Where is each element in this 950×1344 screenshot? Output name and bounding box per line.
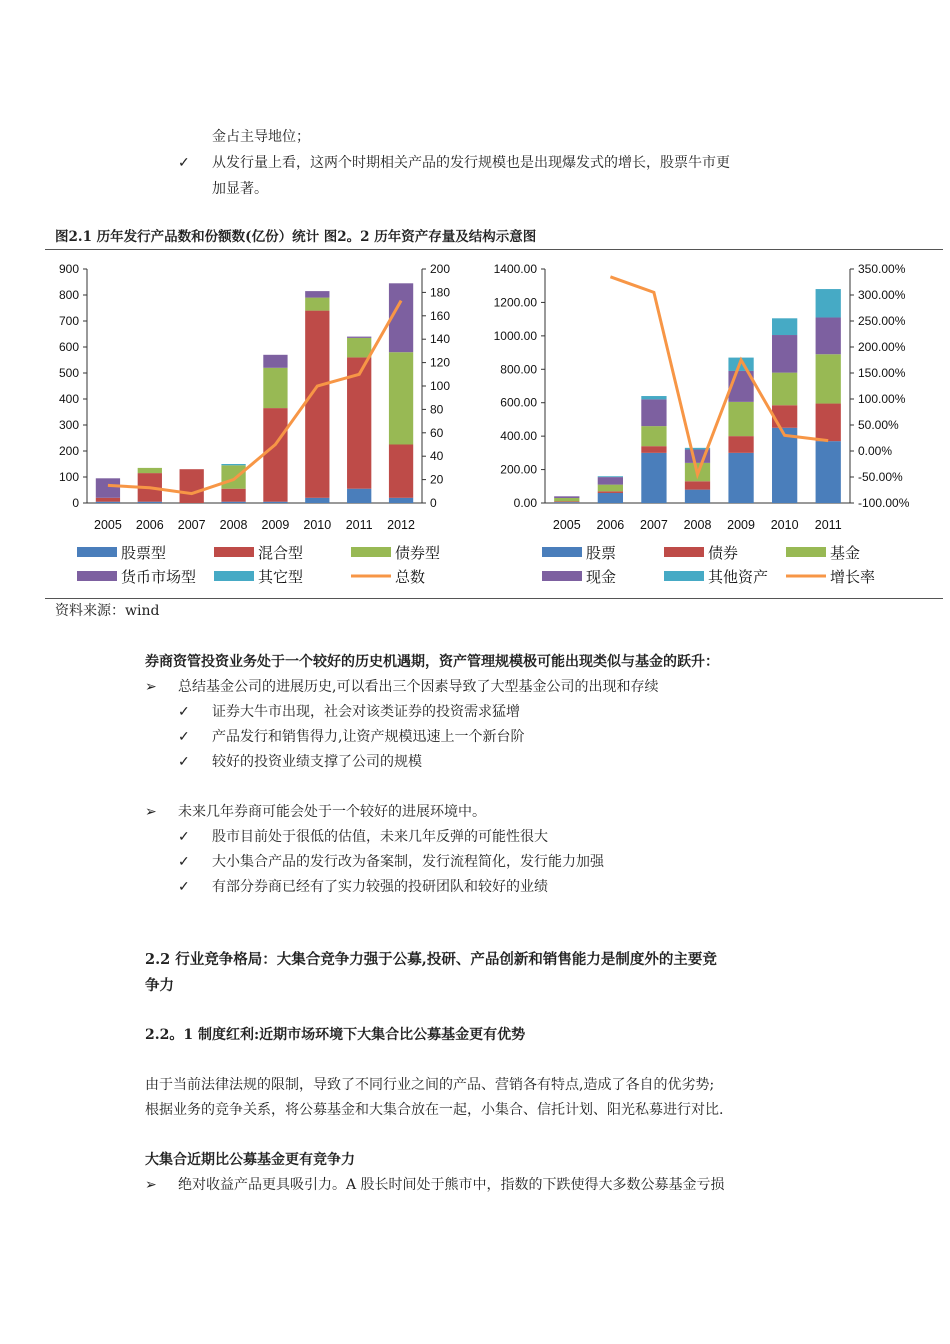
bar-segment: [263, 355, 287, 368]
section1-bullet1: 总结基金公司的进展历史,可以看出三个因素导致了大型基金公司的出现和存续: [178, 679, 659, 695]
bar-segment: [772, 335, 797, 373]
bar-segment: [554, 502, 579, 503]
legend-swatch: [664, 547, 704, 557]
bar-segment: [305, 498, 329, 503]
y-tick-label-right: 350.00%: [858, 262, 906, 276]
bar-segment: [305, 298, 329, 311]
check-icon: ✓: [178, 704, 190, 720]
bar-segment: [96, 502, 120, 503]
legend-label: 总数: [395, 569, 426, 586]
bar-segment: [389, 352, 413, 444]
x-tick-label: 2005: [94, 518, 122, 532]
y-tick-label-right: 100: [430, 379, 451, 393]
y-tick-label-right: 300.00%: [858, 288, 906, 302]
b1-item-2: 产品发行和销售得力,让资产规模迅速上一个新台阶: [212, 729, 525, 745]
bar-segment: [598, 477, 623, 485]
legend-swatch: [542, 571, 582, 581]
bar-segment: [263, 408, 287, 502]
legend-swatch: [214, 571, 254, 581]
top-line-3: 加显著。: [212, 181, 268, 197]
y-tick-label-left: 800.00: [500, 362, 537, 377]
legend-label: 股票型: [121, 545, 167, 562]
bar-segment: [221, 465, 245, 488]
y-tick-label-right: 0.00%: [858, 444, 893, 458]
bar-segment: [816, 404, 841, 442]
section2-para-line1: 由于当前法律法规的限制，导致了不同行业之间的产品、营销各有特点,造成了各自的优劣势;: [145, 1077, 715, 1093]
bar-segment: [772, 373, 797, 406]
y-tick-label-right: 200.00%: [858, 340, 906, 354]
y-tick-label-right: 20: [430, 472, 444, 487]
source-rule: [45, 598, 943, 599]
bar-segment: [641, 426, 666, 446]
section1-bullet2: 未来几年券商可能会处于一个较好的进展环境中。: [178, 804, 486, 820]
bar-segment: [221, 489, 245, 502]
bar-segment: [598, 491, 623, 493]
y-tick-label-right: 120: [430, 355, 451, 370]
x-tick-label: 2009: [727, 518, 755, 532]
bar-segment: [96, 498, 120, 502]
y-tick-label-left: 0.00: [513, 496, 537, 510]
bar-segment: [389, 445, 413, 498]
caption-rule: [45, 249, 943, 250]
legend-label: 混合型: [258, 545, 304, 562]
legend-swatch: [77, 571, 117, 581]
arrow-bullet-icon: ➢: [145, 804, 157, 820]
x-tick-label: 2008: [683, 518, 712, 532]
bar-segment: [641, 399, 666, 426]
x-tick-label: 2012: [387, 518, 415, 532]
bar-segment: [816, 441, 841, 503]
bar-segment: [598, 476, 623, 477]
bar-segment: [728, 436, 753, 453]
bar-segment: [641, 396, 666, 399]
bar-segment: [347, 489, 371, 503]
bar-segment: [347, 338, 371, 358]
x-tick-label: 2010: [303, 518, 332, 532]
x-tick-label: 2006: [135, 518, 164, 532]
y-tick-label-left: 1200.00: [493, 295, 537, 310]
arrow-bullet-icon: ➢: [145, 679, 157, 695]
y-tick-label-left: 1400.00: [493, 262, 537, 276]
bar-segment: [347, 337, 371, 338]
section2-bold-head: 大集合近期比公募基金更有竞争力: [145, 1152, 355, 1168]
bar-segment: [685, 481, 710, 489]
check-icon: ✓: [178, 155, 190, 171]
bar-segment: [728, 402, 753, 436]
section2-title-line1: 2.2 行业竞争格局：大集合竞争力强于公募,投研、产品创新和销售能力是制度外的主要竞: [145, 951, 717, 968]
b1-item-1: 证券大牛市出现，社会对该类证券的投资需求猛增: [212, 704, 520, 720]
y-tick-label-left: 700: [58, 314, 79, 328]
y-tick-label-right: 250.00%: [858, 314, 906, 328]
y-tick-label-right: 160: [430, 308, 451, 323]
section2-title-line2: 争力: [145, 977, 174, 994]
y-tick-label-left: 800: [58, 288, 79, 302]
y-tick-label-right: 80: [430, 402, 444, 417]
y-tick-label-right: 180: [430, 285, 451, 300]
bar-segment: [772, 428, 797, 503]
b1-item-3: 较好的投资业绩支撑了公司的规模: [212, 754, 422, 770]
y-tick-label-left: 400: [58, 392, 79, 406]
legend-label: 债券: [708, 545, 739, 562]
legend-label: 基金: [830, 545, 861, 562]
y-tick-label-right: 200: [430, 262, 451, 276]
bar-segment: [641, 453, 666, 503]
y-tick-label-left: 200.00: [500, 462, 537, 477]
b2-item-3: 有部分券商已经有了实力较强的投研团队和较好的业绩: [212, 879, 548, 895]
bar-segment: [221, 502, 245, 503]
y-tick-label-left: 600: [58, 340, 79, 354]
legend-swatch: [77, 547, 117, 557]
y-tick-label-left: 400.00: [500, 429, 537, 444]
check-icon: ✓: [178, 854, 190, 870]
x-tick-label: 2010: [770, 518, 799, 532]
x-tick-label: 2009: [261, 518, 290, 532]
legend-swatch: [351, 547, 391, 557]
legend-label: 现金: [586, 569, 617, 586]
x-tick-label: 2007: [177, 518, 206, 532]
bar-segment: [598, 485, 623, 492]
x-tick-label: 2007: [640, 518, 668, 532]
arrow-bullet-icon: ➢: [145, 1177, 157, 1193]
bar-segment: [263, 502, 287, 503]
x-tick-label: 2006: [596, 518, 625, 532]
x-tick-label: 2011: [814, 518, 842, 532]
legend-label: 增长率: [830, 569, 876, 586]
chart-asset-structure: [480, 255, 945, 590]
bar-segment: [728, 453, 753, 503]
check-icon: ✓: [178, 729, 190, 745]
y-tick-label-right: -100.00%: [858, 496, 910, 510]
bar-segment: [772, 405, 797, 428]
y-tick-label-left: 600.00: [500, 395, 537, 410]
y-tick-label-right: 60: [430, 425, 444, 440]
bar-segment: [641, 446, 666, 453]
y-tick-label-right: 50.00%: [858, 418, 899, 432]
bar-segment: [138, 468, 162, 473]
top-line-1: 金占主导地位；: [212, 129, 310, 145]
bar-segment: [816, 317, 841, 354]
bar-segment: [263, 368, 287, 408]
bar-segment: [554, 501, 579, 502]
check-icon: ✓: [178, 879, 190, 895]
bar-segment: [305, 311, 329, 498]
section1-heading: 券商资管投资业务处于一个较好的历史机遇期，资产管理规模极可能出现类似与基金的跃升：: [145, 654, 719, 670]
legend-swatch: [542, 547, 582, 557]
y-tick-label-right: 0: [430, 496, 437, 510]
y-tick-label-left: 300: [58, 418, 79, 432]
chart-issued-products: [45, 255, 475, 590]
y-tick-label-left: 0: [72, 496, 79, 510]
bar-segment: [554, 498, 579, 501]
bar-segment: [772, 318, 797, 335]
section2-para-line2: 根据业务的竞争关系，将公募基金和大集合放在一起，小集合、信托计划、阳光私募进行对比.: [145, 1102, 724, 1118]
legend-label: 股票: [586, 545, 617, 562]
check-icon: ✓: [178, 829, 190, 845]
bar-segment: [221, 464, 245, 465]
section2-last-bullet: 绝对收益产品更具吸引力。A 股长时间处于熊市中，指数的下跌使得大多数公募基金亏损: [178, 1177, 725, 1193]
legend-label: 债券型: [395, 545, 441, 562]
y-tick-label-left: 1000.00: [493, 328, 537, 343]
x-tick-label: 2011: [345, 518, 373, 532]
y-tick-label-right: 40: [430, 449, 444, 464]
b2-item-2: 大小集合产品的发行改为备案制，发行流程简化，发行能力加强: [212, 854, 604, 870]
legend-label: 其它型: [258, 569, 304, 586]
bar-segment: [389, 498, 413, 503]
y-tick-label-left: 500: [58, 366, 79, 380]
y-tick-label-right: 140: [430, 332, 451, 347]
bar-segment: [554, 496, 579, 498]
y-tick-label-left: 200: [58, 444, 79, 458]
bar-segment: [816, 354, 841, 403]
legend-swatch: [214, 547, 254, 557]
b2-item-1: 股市目前处于很低的估值，未来几年反弹的可能性很大: [212, 829, 548, 845]
figure-caption: 图2.1 历年发行产品数和份额数(亿份）统计 图2。2 历年资产存量及结构示意图: [55, 229, 537, 245]
check-icon: ✓: [178, 754, 190, 770]
bar-segment: [180, 469, 204, 503]
x-tick-label: 2005: [552, 518, 581, 532]
y-tick-label-right: 100.00%: [858, 392, 906, 406]
bar-segment: [816, 289, 841, 317]
y-tick-label-left: 900: [58, 262, 79, 276]
top-line-2: 从发行量上看，这两个时期相关产品的发行规模也是出现爆发式的增长，股票牛市更: [212, 155, 730, 171]
bar-segment: [138, 502, 162, 503]
y-tick-label-right: -50.00%: [858, 470, 903, 484]
bar-segment: [685, 490, 710, 503]
legend-label: 货币市场型: [121, 569, 197, 586]
y-tick-label-left: 100: [58, 470, 79, 484]
bar-segment: [305, 291, 329, 298]
legend-swatch: [664, 571, 704, 581]
source-note: 资料来源：wind: [55, 603, 160, 619]
section2-subtitle: 2.2。1 制度红利:近期市场环境下大集合比公募基金更有优势: [145, 1027, 526, 1043]
y-tick-label-right: 150.00%: [858, 366, 906, 380]
legend-swatch: [786, 547, 826, 557]
bar-segment: [96, 478, 120, 498]
x-tick-label: 2008: [219, 518, 248, 532]
legend-label: 其他资产: [708, 569, 769, 586]
bar-segment: [598, 493, 623, 503]
